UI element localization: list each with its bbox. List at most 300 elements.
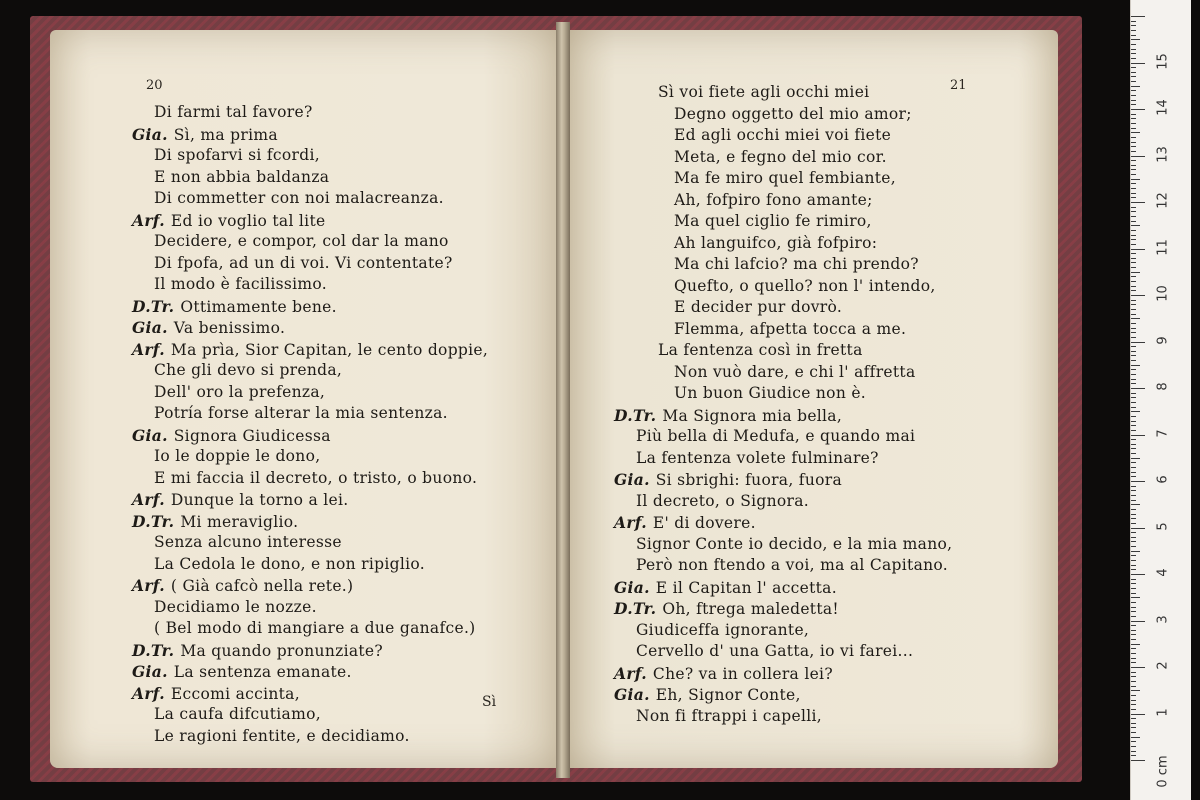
line-text: Eccomi accinta, (170, 684, 300, 703)
text-line (614, 641, 952, 663)
ruler-tick (1131, 169, 1136, 170)
line-text: Di farmi tal favore? (154, 103, 313, 121)
ruler-tick (1131, 239, 1136, 240)
line-text: Io le doppie le dono, (154, 447, 321, 465)
ruler-tick (1131, 607, 1136, 608)
ruler-tick (1131, 658, 1136, 659)
ruler-label: 12 (1155, 192, 1171, 209)
ruler-tick (1131, 123, 1136, 124)
ruler-tick (1131, 681, 1136, 682)
ruler-label: 8 (1155, 382, 1171, 391)
ruler-tick (1131, 109, 1145, 110)
left-page (50, 30, 560, 768)
ruler-tick (1131, 421, 1136, 422)
line-text: Ed agli occhi miei voi fiete (674, 126, 892, 144)
text-line (614, 706, 952, 728)
line-text: Dunque la torno a lei. (170, 491, 349, 509)
ruler-tick (1131, 207, 1136, 208)
ruler-tick (1131, 342, 1145, 343)
ruler-tick (1131, 249, 1145, 250)
ruler-tick (1131, 746, 1136, 747)
ruler-tick (1131, 235, 1136, 236)
line-text: La fentenza volete fulminare? (636, 448, 879, 467)
ruler-tick (1131, 528, 1145, 529)
ruler-tick (1131, 179, 1140, 180)
text-line (614, 104, 952, 126)
line-text: Più bella di Medufa, e quando mai (636, 427, 916, 445)
line-text: Signor Conte io decido, e la mia mano, (636, 534, 953, 553)
ruler-label: 3 (1155, 614, 1171, 624)
ruler-tick (1131, 551, 1140, 552)
text-line (614, 340, 952, 362)
text-line (614, 147, 952, 169)
ruler-tick (1131, 365, 1140, 366)
ruler-label: 7 (1155, 428, 1171, 438)
ruler-tick (1131, 244, 1136, 245)
speaker-name: D.Tr. (132, 640, 175, 660)
ruler-label: 13 (1155, 145, 1171, 163)
ruler-tick (1131, 314, 1136, 315)
ruler-tick (1131, 383, 1136, 384)
ruler-tick (1131, 128, 1136, 129)
ruler-tick (1131, 86, 1140, 87)
ruler-tick (1131, 481, 1145, 482)
ruler-tick (1131, 295, 1145, 296)
line-text: Va benissimo. (173, 319, 286, 337)
line-text: E non abbia baldanza (154, 167, 330, 186)
line-text: Cervello d' una Gatta, io vi farei... (636, 642, 914, 660)
ruler-tick (1131, 165, 1136, 166)
ruler-tick (1131, 518, 1136, 519)
ruler-label: 2 (1155, 661, 1171, 670)
ruler-tick (1131, 704, 1136, 705)
ruler-tick (1131, 621, 1145, 622)
line-text: Ma chi lafcio? ma chi prendo? (674, 255, 919, 273)
line-text: E mi faccia il decreto, o tristo, o buono. (154, 468, 478, 487)
text-line (614, 663, 952, 685)
ruler-tick (1131, 597, 1140, 598)
ruler-tick (1131, 156, 1145, 157)
ruler-tick (1131, 495, 1136, 496)
ruler-tick (1131, 137, 1136, 138)
ruler-tick (1131, 318, 1140, 319)
ruler-tick (1131, 723, 1136, 724)
text-line (132, 489, 488, 511)
text-line (614, 190, 952, 212)
ruler-tick (1131, 541, 1136, 542)
ruler-tick (1131, 616, 1136, 617)
line-text: Ma Signora mia bella, (662, 406, 843, 425)
text-line (614, 82, 952, 104)
ruler-tick (1131, 146, 1136, 147)
line-text: Senza alcuno interesse (154, 533, 342, 551)
line-text: Ottimamente bene. (180, 297, 337, 316)
line-text: E' di dovere. (652, 514, 756, 532)
text-line (614, 512, 952, 534)
ruler-tick (1131, 346, 1136, 347)
text-line (132, 382, 488, 404)
ruler-tick (1131, 509, 1136, 510)
speaker-name: Gia. (132, 662, 168, 681)
ruler-tick (1131, 369, 1136, 370)
line-text: La Cedola le dono, e non ripiglio. (154, 554, 425, 573)
ruler-tick (1131, 374, 1136, 375)
line-text: Meta, e fegno del mio cor. (674, 147, 887, 166)
ruler-tick (1131, 448, 1136, 449)
ruler-tick (1131, 202, 1145, 203)
text-line (132, 124, 488, 146)
ruler-tick (1131, 407, 1136, 408)
ruler-tick (1131, 634, 1136, 635)
text-line (614, 211, 952, 233)
ruler-tick (1131, 435, 1145, 436)
ruler-tick (1131, 393, 1136, 394)
ruler-label: 10 (1155, 285, 1171, 302)
text-line (132, 296, 488, 318)
text-line (132, 726, 488, 748)
ruler-tick (1131, 197, 1136, 198)
ruler-tick (1131, 221, 1136, 222)
ruler-tick (1131, 142, 1136, 143)
ruler-tick (1131, 462, 1136, 463)
line-text: Ma prìa, Sior Capitan, le cento doppie, (170, 340, 489, 359)
ruler-tick (1131, 583, 1136, 584)
ruler-tick (1131, 700, 1136, 701)
ruler-tick (1131, 751, 1136, 752)
ruler-tick (1131, 648, 1136, 649)
ruler-tick (1131, 304, 1136, 305)
ruler-label: 14 (1155, 99, 1171, 116)
ruler-tick (1131, 267, 1136, 268)
speaker-name: D.Tr. (132, 296, 175, 316)
line-text: Non vuò dare, e chi l' affretta (674, 362, 916, 381)
ruler-tick (1131, 546, 1136, 547)
text-line (132, 468, 488, 490)
ruler-tick (1131, 290, 1136, 291)
text-line (614, 555, 952, 577)
ruler-tick (1131, 709, 1136, 710)
line-text: Flemma, afpetta tocca a me. (674, 319, 907, 338)
ruler-tick (1131, 90, 1136, 91)
speaker-name: D.Tr. (132, 511, 175, 531)
ruler-tick (1131, 430, 1136, 431)
ruler-tick (1131, 588, 1136, 589)
text-line (132, 403, 488, 425)
speaker-name: Gia. (132, 425, 168, 445)
ruler-label: 11 (1155, 238, 1171, 256)
line-text: Sì, ma prima (173, 125, 278, 144)
text-line (614, 491, 952, 513)
speaker-name: D.Tr. (614, 405, 657, 425)
line-text: ( Già cafcò nella rete.) (170, 577, 354, 595)
ruler-tick (1131, 355, 1136, 356)
ruler-tick (1131, 76, 1136, 77)
ruler-tick (1131, 737, 1140, 738)
line-text: Mi meraviglio. (180, 512, 299, 531)
text-line (614, 319, 952, 341)
ruler-tick (1131, 602, 1136, 603)
ruler-tick (1131, 514, 1136, 515)
speaker-name: Arf. (132, 339, 165, 359)
text-line (614, 125, 952, 147)
text-line (132, 167, 488, 189)
ruler-tick (1131, 328, 1136, 329)
line-text: Ah languifco, già fofpiro: (674, 233, 878, 252)
text-line (132, 554, 488, 576)
text-line (132, 274, 488, 296)
ruler-tick (1131, 49, 1136, 50)
text-line (614, 383, 952, 405)
line-text: Ma quando pronunziate? (180, 641, 383, 660)
speaker-name: Gia. (132, 318, 168, 337)
text-line (614, 620, 952, 642)
ruler-tick (1131, 216, 1136, 217)
ruler-tick (1131, 467, 1136, 468)
speaker-name: Gia. (614, 685, 650, 704)
line-text: E decider pur dovrò. (674, 298, 843, 316)
text-line (614, 297, 952, 319)
ruler-label: 0 cm (1155, 755, 1171, 788)
text-line (132, 231, 488, 253)
speaker-name: Gia. (614, 470, 650, 489)
ruler-tick (1131, 727, 1136, 728)
ruler-tick (1131, 95, 1136, 96)
line-text: Oh, ftrega maledetta! (662, 600, 839, 618)
ruler-tick (1131, 58, 1136, 59)
line-text: Potría forse alterar la mia sentenza. (154, 404, 448, 422)
ruler-tick (1131, 16, 1145, 17)
text-line (614, 405, 952, 427)
line-text: Ed io voglio tal lite (170, 211, 326, 230)
text-line (132, 360, 488, 382)
speaker-name: Gia. (132, 124, 168, 144)
ruler-tick (1131, 81, 1136, 82)
text-line (614, 448, 952, 470)
text-line (132, 145, 488, 167)
ruler-tick (1131, 472, 1136, 473)
text-column (614, 82, 952, 727)
text-line (132, 425, 488, 447)
ruler-label: 5 (1155, 521, 1171, 531)
ruler-tick (1131, 411, 1140, 412)
line-text: Signora Giudicessa (173, 426, 331, 445)
ruler-tick (1131, 672, 1136, 673)
page-number: 20 (146, 78, 163, 93)
ruler-tick (1131, 444, 1136, 445)
ruler-label: 1 (1155, 707, 1171, 717)
text-line (132, 102, 488, 124)
ruler-tick (1131, 537, 1136, 538)
ruler-tick (1131, 286, 1136, 287)
text-line (132, 704, 488, 726)
ruler-tick (1131, 230, 1136, 231)
text-line (132, 575, 488, 597)
text-line (614, 577, 952, 599)
line-text: Ma quel ciglio fe rimiro, (674, 212, 872, 230)
ruler-tick (1131, 611, 1136, 612)
line-text: Un buon Giudice non è. (674, 384, 867, 402)
line-text: Ma fe miro quel fembiante, (674, 169, 896, 187)
line-text: Di fpofa, ad un di voi. Vi contentate? (154, 253, 453, 272)
ruler-tick (1131, 667, 1145, 668)
ruler-tick (1131, 653, 1136, 654)
line-text: Giudiceffa ignorante, (636, 620, 810, 639)
speaker-name: Arf. (132, 490, 165, 509)
line-text: Di spofarvi si fcordi, (154, 146, 320, 164)
line-text: Sì voi fiete agli occhi miei (658, 83, 870, 101)
ruler-tick (1131, 72, 1136, 73)
ruler-tick (1131, 560, 1136, 561)
ruler-tick (1131, 379, 1136, 380)
text-line (132, 618, 488, 640)
ruler-tick (1131, 118, 1136, 119)
ruler-tick (1131, 732, 1136, 733)
ruler-tick (1131, 174, 1136, 175)
ruler-label: 6 (1155, 475, 1171, 484)
line-text: Si sbrighi: fuora, fuora (655, 471, 842, 489)
ruler-tick (1131, 21, 1136, 22)
text-line (614, 276, 952, 298)
speaker-name: Gia. (614, 577, 650, 597)
line-text: Di commetter con noi malacreanza. (154, 189, 444, 207)
speaker-name: Arf. (614, 663, 647, 683)
ruler-tick (1131, 760, 1145, 761)
ruler-tick (1131, 281, 1136, 282)
ruler-tick (1131, 337, 1136, 338)
line-text: Degno oggetto del mio amor; (674, 104, 912, 123)
ruler-tick (1131, 351, 1136, 352)
ruler-tick (1131, 458, 1140, 459)
ruler-tick (1131, 630, 1136, 631)
text-line (614, 684, 952, 706)
ruler-tick (1131, 574, 1145, 575)
text-line (614, 426, 952, 448)
text-line (132, 188, 488, 210)
ruler-tick (1131, 114, 1136, 115)
ruler-tick (1131, 579, 1136, 580)
text-line (614, 534, 952, 556)
text-line (614, 362, 952, 384)
speaker-name: Arf. (614, 513, 647, 532)
ruler-tick (1131, 225, 1140, 226)
ruler-tick (1131, 183, 1136, 184)
ruler-tick (1131, 53, 1136, 54)
line-text: Il modo è facilissimo. (154, 275, 327, 293)
ruler-tick (1131, 690, 1140, 691)
ruler-tick (1131, 555, 1136, 556)
ruler-tick (1131, 439, 1136, 440)
line-text: Non fi ftrappi i capelli, (636, 706, 822, 725)
ruler-tick (1131, 272, 1140, 273)
ruler-tick (1131, 258, 1136, 259)
ruler-tick (1131, 44, 1136, 45)
text-column (132, 102, 488, 747)
line-text: La caufa difcutiamo, (154, 705, 321, 723)
ruler-tick (1131, 397, 1136, 398)
ruler-label: 15 (1155, 52, 1171, 70)
text-line (132, 253, 488, 275)
ruler-tick (1131, 100, 1136, 101)
speaker-name: D.Tr. (614, 599, 657, 618)
ruler-tick (1131, 523, 1136, 524)
ruler-tick (1131, 25, 1136, 26)
ruler-tick (1131, 490, 1136, 491)
line-text: Le ragioni fentite, e decidiamo. (154, 726, 410, 745)
ruler-tick (1131, 532, 1136, 533)
line-text: Quefto, o quello? non l' intendo, (674, 276, 936, 295)
text-line (614, 469, 952, 491)
ruler-tick (1131, 453, 1136, 454)
ruler-tick (1131, 309, 1136, 310)
text-line (614, 233, 952, 255)
ruler-tick (1131, 388, 1145, 389)
ruler-tick (1131, 160, 1136, 161)
ruler-tick (1131, 676, 1136, 677)
ruler-tick (1131, 63, 1145, 64)
ruler-tick (1131, 30, 1136, 31)
ruler-tick (1131, 593, 1136, 594)
text-line (132, 661, 488, 683)
text-line (614, 598, 952, 620)
ruler-tick (1131, 644, 1140, 645)
ruler-tick (1131, 504, 1140, 505)
text-line (614, 168, 952, 190)
ruler-tick (1131, 416, 1136, 417)
ruler-tick (1131, 569, 1136, 570)
ruler-tick (1131, 193, 1136, 194)
speaker-name: Arf. (132, 683, 165, 703)
measuring-ruler (1130, 0, 1191, 800)
ruler-tick (1131, 211, 1136, 212)
ruler-tick (1131, 500, 1136, 501)
ruler-label: 9 (1155, 335, 1171, 345)
text-line (132, 640, 488, 662)
ruler-tick (1131, 755, 1136, 756)
ruler-tick (1131, 486, 1136, 487)
text-line (132, 532, 488, 554)
ruler-tick (1131, 625, 1136, 626)
line-text: Ah, fofpiro fono amante; (674, 190, 873, 209)
ruler-tick (1131, 132, 1140, 133)
text-line (132, 446, 488, 468)
line-text: Il decreto, o Signora. (636, 491, 810, 510)
line-text: Decidere, e compor, col dar la mano (154, 232, 449, 250)
ruler-tick (1131, 686, 1136, 687)
ruler-tick (1131, 39, 1140, 40)
speaker-name: Arf. (132, 210, 165, 230)
ruler-tick (1131, 67, 1136, 68)
text-line (132, 597, 488, 619)
speaker-name: Arf. (132, 576, 165, 595)
ruler-label: 4 (1155, 568, 1171, 577)
right-page (566, 30, 1058, 768)
ruler-tick (1131, 35, 1136, 36)
line-text: ( Bel modo di mangiare a due ganafce.) (154, 619, 476, 637)
line-text: Dell' oro la prefenza, (154, 382, 326, 401)
page-number: 21 (950, 78, 967, 93)
text-line (132, 511, 488, 533)
ruler-tick (1131, 639, 1136, 640)
line-text: La sentenza emanate. (173, 663, 352, 681)
ruler-tick (1131, 662, 1136, 663)
line-text: Che? va in collera lei? (652, 664, 833, 683)
line-text: Decidiamo le nozze. (154, 597, 317, 616)
ruler-tick (1131, 718, 1136, 719)
catchword: Sì (482, 694, 497, 710)
ruler-tick (1131, 476, 1136, 477)
text-line (132, 339, 488, 361)
ruler-tick (1131, 188, 1136, 189)
